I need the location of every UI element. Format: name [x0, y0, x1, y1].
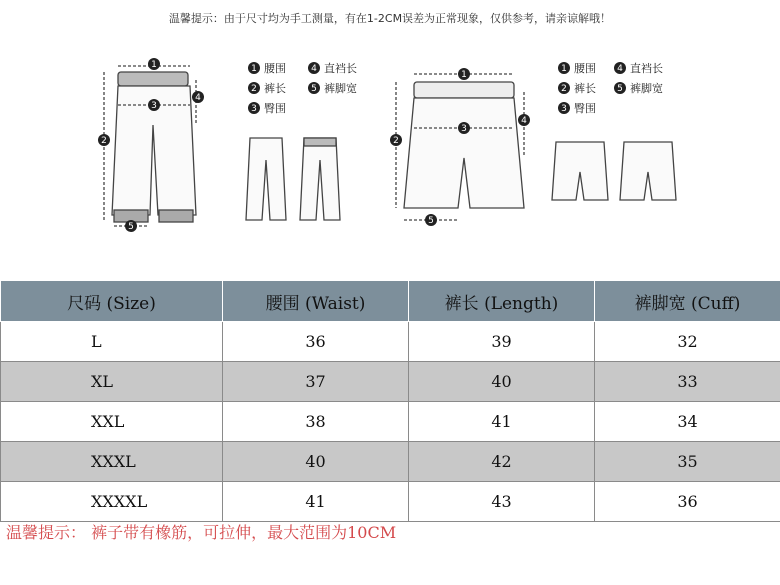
marker-2-pants: [98, 134, 110, 146]
marker-3-shorts: [458, 122, 470, 134]
marker-2-shorts: [390, 134, 402, 146]
marker-1-pants: [148, 58, 160, 70]
top-note: 温馨提示：由于尺寸均为手工测量，有在1-2CM误差为正常现象，仅供参考，请亲谅解哦！: [168, 12, 612, 25]
marker-4-shorts: [518, 114, 530, 126]
cuff-cell: 33: [595, 362, 780, 402]
size-cell: XXXXL: [1, 482, 223, 522]
svg-text:臀围: 臀围: [264, 102, 286, 115]
size-cell: XXL: [1, 402, 223, 442]
length-cell: 42: [409, 442, 595, 482]
table-header-row: [1, 281, 780, 322]
svg-text:1: 1: [461, 70, 467, 80]
marker-5-shorts: [425, 214, 437, 226]
svg-text:直裆长: 直裆长: [324, 62, 357, 75]
legend-shorts: [558, 61, 663, 115]
svg-text:5: 5: [128, 222, 134, 232]
svg-text:腰围: 腰围: [264, 62, 286, 75]
svg-text:1: 1: [561, 64, 567, 74]
marker-5-pants: [125, 220, 137, 232]
waist-cell: 37: [223, 362, 409, 402]
shorts-diagram: [396, 74, 524, 220]
waist-cell: 36: [223, 322, 409, 362]
measurement-illustration: [0, 30, 780, 260]
svg-text:4: 4: [311, 64, 317, 74]
table-row: [1, 402, 780, 442]
table-row: [1, 482, 780, 522]
header-waist: 腰围 (Waist): [223, 281, 409, 322]
table-row: [1, 442, 780, 482]
svg-text:3: 3: [151, 101, 157, 111]
svg-text:2: 2: [251, 84, 257, 94]
waist-cell: 41: [223, 482, 409, 522]
svg-text:裤脚宽: 裤脚宽: [630, 82, 663, 95]
header-size: 尺码 (Size): [1, 281, 223, 322]
waist-cell: 38: [223, 402, 409, 442]
svg-text:直裆长: 直裆长: [630, 62, 663, 75]
legend-pants: [248, 61, 357, 115]
svg-text:3: 3: [561, 104, 567, 114]
svg-text:裤长: 裤长: [574, 82, 596, 95]
svg-text:4: 4: [617, 64, 623, 74]
svg-text:4: 4: [521, 116, 527, 126]
marker-4-pants: [192, 91, 204, 103]
waist-cell: 40: [223, 442, 409, 482]
size-cell: L: [1, 322, 223, 362]
svg-text:2: 2: [101, 136, 107, 146]
svg-text:3: 3: [461, 124, 467, 134]
size-table: [0, 280, 780, 522]
table-row: [1, 322, 780, 362]
pants-diagram: [104, 66, 196, 226]
size-cell: XXXL: [1, 442, 223, 482]
svg-text:2: 2: [393, 136, 399, 146]
svg-text:1: 1: [151, 60, 157, 70]
header-length: 裤长 (Length): [409, 281, 595, 322]
svg-text:1: 1: [251, 64, 257, 74]
svg-text:5: 5: [311, 84, 317, 94]
svg-text:5: 5: [617, 84, 623, 94]
marker-1-shorts: [458, 68, 470, 80]
svg-text:臀围: 臀围: [574, 102, 596, 115]
svg-text:4: 4: [195, 93, 201, 103]
svg-text:3: 3: [251, 104, 257, 114]
cuff-cell: 34: [595, 402, 780, 442]
length-cell: 43: [409, 482, 595, 522]
header-cuff: 裤脚宽 (Cuff): [595, 281, 780, 322]
length-cell: 40: [409, 362, 595, 402]
length-cell: 41: [409, 402, 595, 442]
size-cell: XL: [1, 362, 223, 402]
svg-text:腰围: 腰围: [574, 62, 596, 75]
cuff-cell: 32: [595, 322, 780, 362]
cuff-cell: 35: [595, 442, 780, 482]
length-cell: 39: [409, 322, 595, 362]
svg-text:2: 2: [561, 84, 567, 94]
marker-3-pants: [148, 99, 160, 111]
svg-text:5: 5: [428, 216, 434, 226]
svg-text:裤长: 裤长: [264, 82, 286, 95]
table-row: [1, 362, 780, 402]
svg-text:裤脚宽: 裤脚宽: [324, 82, 357, 95]
bottom-note: 温馨提示： 裤子带有橡筋，可拉伸，最大范围为10CM: [6, 523, 397, 542]
size-table-wrapper: [0, 280, 780, 522]
cuff-cell: 36: [595, 482, 780, 522]
